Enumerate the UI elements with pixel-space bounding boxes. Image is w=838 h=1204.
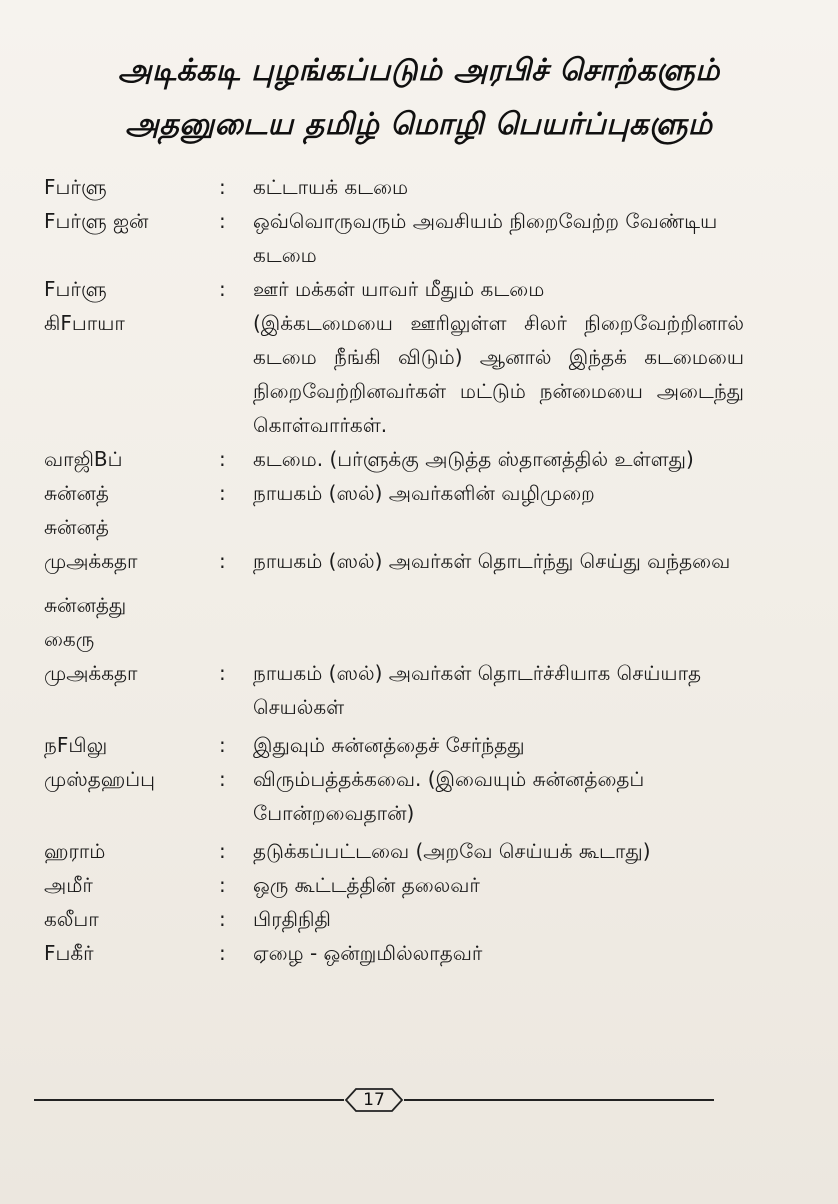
glossary-list bbox=[44, 170, 744, 970]
glossary-row bbox=[44, 510, 744, 544]
glossary-row bbox=[44, 476, 744, 510]
glossary-term: கலீபா bbox=[44, 907, 99, 931]
footer-rule-right bbox=[404, 1099, 714, 1101]
glossary-term: Fபகீர் bbox=[44, 941, 94, 965]
glossary-term: சுன்னத் bbox=[44, 515, 109, 539]
glossary-separator: : bbox=[219, 873, 226, 897]
glossary-definition: (இக்கடமையை ஊரிலுள்ள சிலர் நிறைவேற்றினால் கடமை நீங்கி விடும்) ஆனால் இந்தக் கடமையை நிறைவேற்றினவர்கள் மட்டும் நன்மையை அடைந்து கொள்வார்கள். bbox=[253, 311, 744, 437]
glossary-definition: ஊர் மக்கள் யாவர் மீதும் கடமை bbox=[253, 277, 545, 301]
glossary-definition: நாயகம் (ஸல்) அவர்கள் தொடர்ந்து செய்து வந்தவை bbox=[253, 549, 731, 573]
glossary-definition: நாயகம் (ஸல்) அவர்கள் தொடர்ச்சியாக செய்யாத செயல்கள் bbox=[253, 661, 702, 719]
glossary-term: கைரு bbox=[44, 627, 95, 651]
glossary-definition: பிரதிநிதி bbox=[253, 907, 331, 931]
glossary-definition: ஏழை - ஒன்றுமில்லாதவர் bbox=[253, 941, 483, 965]
glossary-row bbox=[44, 204, 744, 272]
glossary-separator: : bbox=[219, 549, 226, 573]
heading-line-2: அதனுடைய தமிழ் மொழி பெயர்ப்புகளும் bbox=[125, 107, 713, 142]
glossary-term: Fபர்ளு bbox=[44, 175, 107, 199]
glossary-row bbox=[44, 588, 744, 622]
glossary-row bbox=[44, 762, 744, 830]
glossary-separator: : bbox=[219, 481, 226, 505]
glossary-definition: தடுக்கப்பட்டவை (அறவே செய்யக் கூடாது) bbox=[253, 839, 651, 863]
glossary-definition: ஒவ்வொருவரும் அவசியம் நிறைவேற்ற வேண்டிய கடமை bbox=[253, 209, 718, 267]
glossary-term: ஹராம் bbox=[44, 839, 106, 863]
glossary-separator: : bbox=[219, 941, 226, 965]
footer-rule-left bbox=[34, 1099, 344, 1101]
glossary-term: வாஜிBப் bbox=[44, 447, 123, 471]
glossary-separator: : bbox=[219, 175, 226, 199]
heading-line-1: அடிக்கடி புழங்கப்படும் அரபிச் சொற்களும் bbox=[118, 53, 720, 88]
glossary-term: சுன்னத் bbox=[44, 481, 109, 505]
glossary-term: Fபர்ளு ஐன் bbox=[44, 209, 149, 233]
glossary-term: Fபர்ளு bbox=[44, 277, 107, 301]
glossary-row bbox=[44, 728, 744, 762]
glossary-row bbox=[44, 170, 744, 204]
glossary-row bbox=[44, 442, 744, 476]
glossary-separator: : bbox=[219, 277, 226, 301]
glossary-row bbox=[44, 306, 744, 442]
glossary-separator: : bbox=[219, 733, 226, 757]
glossary-definition: நாயகம் (ஸல்) அவர்களின் வழிமுறை bbox=[253, 481, 595, 505]
glossary-row bbox=[44, 622, 744, 656]
glossary-row bbox=[44, 902, 744, 936]
glossary-term: முஸ்தஹப்பு bbox=[44, 767, 155, 791]
page-number-badge bbox=[344, 1086, 404, 1114]
glossary-separator: : bbox=[219, 767, 226, 791]
glossary-definition: விரும்பத்தக்கவை. (இவையும் சுன்னத்தைப் போன்றவைதான்) bbox=[253, 767, 645, 825]
glossary-term: சுன்னத்து bbox=[44, 593, 127, 617]
glossary-definition: ஒரு கூட்டத்தின் தலைவர் bbox=[253, 873, 480, 897]
glossary-definition: கடமை. (பர்ளுக்கு அடுத்த ஸ்தானத்தில் உள்ளது) bbox=[253, 447, 694, 471]
row-gap bbox=[44, 578, 744, 588]
glossary-definition: கட்டாயக் கடமை bbox=[253, 175, 409, 199]
glossary-row bbox=[44, 834, 744, 868]
glossary-row bbox=[44, 656, 744, 724]
glossary-term: முஅக்கதா bbox=[44, 549, 138, 573]
glossary-term: அமீர் bbox=[44, 873, 93, 897]
glossary-term: முஅக்கதா bbox=[44, 661, 138, 685]
glossary-separator: : bbox=[219, 661, 226, 685]
glossary-row bbox=[44, 936, 744, 970]
glossary-definition: இதுவும் சுன்னத்தைச் சேர்ந்தது bbox=[253, 733, 525, 757]
page-heading bbox=[40, 48, 798, 148]
glossary-separator: : bbox=[219, 839, 226, 863]
glossary-term: நFபிலு bbox=[44, 733, 108, 757]
glossary-row bbox=[44, 272, 744, 306]
page-footer bbox=[34, 1084, 714, 1116]
glossary-separator: : bbox=[219, 447, 226, 471]
glossary-row bbox=[44, 868, 744, 902]
glossary-term: கிFபாயா bbox=[44, 311, 125, 335]
page-number: 17 bbox=[363, 1090, 385, 1110]
glossary-separator: : bbox=[219, 209, 226, 233]
glossary-separator: : bbox=[219, 907, 226, 931]
glossary-row bbox=[44, 544, 744, 578]
